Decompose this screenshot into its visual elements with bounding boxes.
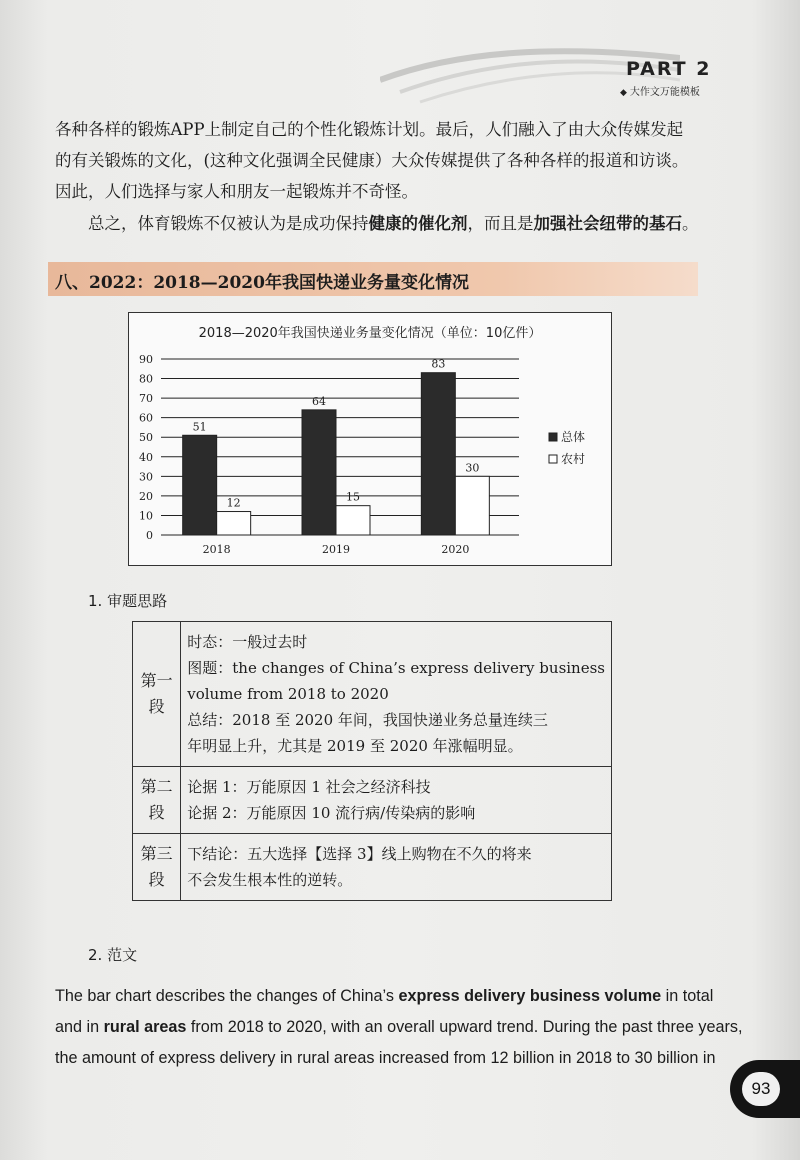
y-tick-label: 80	[139, 372, 153, 386]
bar-chart-svg	[129, 313, 611, 565]
x-tick-label: 2020	[441, 543, 470, 556]
sample-heading: 2. 范文	[88, 946, 138, 964]
data-label: 12	[226, 496, 241, 510]
chart-title: 2018—2020年我国快递业务量变化情况（单位：10亿件）	[198, 326, 542, 341]
row-label: 第一段	[133, 622, 181, 767]
bar-rural	[217, 512, 251, 535]
legend-swatch	[549, 455, 557, 463]
page-number: 93	[742, 1072, 780, 1106]
y-tick-label: 10	[139, 509, 153, 523]
table-row	[133, 834, 612, 901]
row-line: 图题：the changes of China’s express delivery business	[187, 659, 605, 677]
analysis-table	[132, 621, 612, 901]
y-tick-label: 90	[139, 353, 153, 366]
bar-rural	[455, 476, 489, 535]
essay-text: from 2018 to 2020, with an overall upward trend. During the past three years,	[186, 1018, 743, 1036]
conclusion-emphasis-1: 健康的催化剂	[368, 214, 468, 233]
row-label: 第二段	[133, 767, 181, 834]
y-tick-label: 0	[146, 529, 153, 542]
intro-line: 因此，人们选择与家人和朋友一起锻炼并不奇怪。	[55, 182, 418, 201]
row-line: 年明显上升，尤其是 2019 至 2020 年涨幅明显。	[187, 737, 523, 755]
row-content	[181, 834, 612, 901]
essay-line	[55, 1012, 743, 1043]
data-label: 64	[312, 394, 326, 408]
data-label: 83	[431, 357, 446, 371]
bar-total	[183, 435, 217, 535]
x-tick-label: 2019	[322, 543, 350, 556]
conclusion-middle: ，而且是	[467, 214, 534, 233]
conclusion-prefix: 总之，体育锻炼不仅被认为是成功保持	[88, 214, 369, 233]
bar-rural	[336, 506, 370, 535]
legend-label: 总体	[561, 430, 586, 444]
data-label: 30	[465, 461, 480, 475]
essay-line: the amount of express delivery in rural areas increased from 12 billion in 2018 to 30 billion in	[55, 1049, 716, 1067]
essay-text: The bar chart describes the changes of China’s	[55, 987, 399, 1005]
part-label: PART 2	[626, 58, 712, 80]
diamond-icon: ◆	[620, 88, 627, 98]
row-line: 不会发生根本性的逆转。	[187, 871, 353, 889]
essay-emphasis: express delivery business volume	[398, 987, 662, 1005]
intro-line: 各种各样的锻炼APP上制定自己的个性化锻炼计划。最后，人们融入了由大众传媒发起	[55, 120, 684, 139]
essay-emphasis: rural areas	[103, 1018, 187, 1036]
conclusion-emphasis-2: 加强社会纽带的基石	[533, 214, 682, 233]
row-line: 时态：一般过去时	[187, 633, 308, 651]
row-line: 论据 1：万能原因 1 社会之经济科技	[187, 778, 431, 796]
y-tick-label: 50	[139, 431, 153, 445]
y-tick-label: 30	[139, 470, 153, 484]
essay-text: in total	[661, 987, 714, 1005]
data-label: 15	[346, 490, 360, 504]
row-line: 总结：2018 至 2020 年间，我国快递业务总量连续三	[187, 711, 548, 729]
row-content	[181, 622, 612, 767]
conclusion-line	[88, 210, 699, 234]
page-number-tab	[730, 1060, 800, 1118]
essay-line	[55, 981, 714, 1012]
row-line: 下结论：五大选择【选择 3】线上购物在不久的将来	[187, 845, 532, 863]
bar-chart	[128, 312, 612, 566]
section-title: 八、2022：2018—2020年我国快递业务量变化情况	[55, 273, 469, 293]
essay-text: and in	[55, 1018, 104, 1036]
bar-total	[302, 410, 336, 535]
y-tick-label: 60	[139, 411, 153, 425]
analysis-heading: 1. 审题思路	[88, 592, 168, 610]
y-tick-label: 40	[139, 450, 153, 464]
legend-swatch	[549, 433, 557, 441]
x-tick-label: 2018	[202, 543, 231, 556]
conclusion-suffix: 。	[682, 214, 699, 233]
y-tick-label: 70	[139, 392, 153, 406]
legend-label: 农村	[561, 452, 586, 466]
row-line: 论据 2：万能原因 10 流行病/传染病的影响	[187, 804, 476, 822]
intro-line: 的有关锻炼的文化，(这种文化强调全民健康）大众传媒提供了各种各样的报道和访谈。	[55, 151, 689, 170]
y-tick-label: 20	[139, 489, 153, 503]
table-row	[133, 622, 612, 767]
row-line: volume from 2018 to 2020	[187, 685, 389, 703]
sample-essay	[55, 981, 743, 1074]
part-subtitle-text: 大作文万能模板	[629, 87, 700, 98]
table-row	[133, 767, 612, 834]
row-label: 第三段	[133, 834, 181, 901]
part-subtitle	[620, 83, 700, 98]
row-content	[181, 767, 612, 834]
bar-total	[421, 373, 455, 535]
data-label: 51	[192, 420, 207, 434]
